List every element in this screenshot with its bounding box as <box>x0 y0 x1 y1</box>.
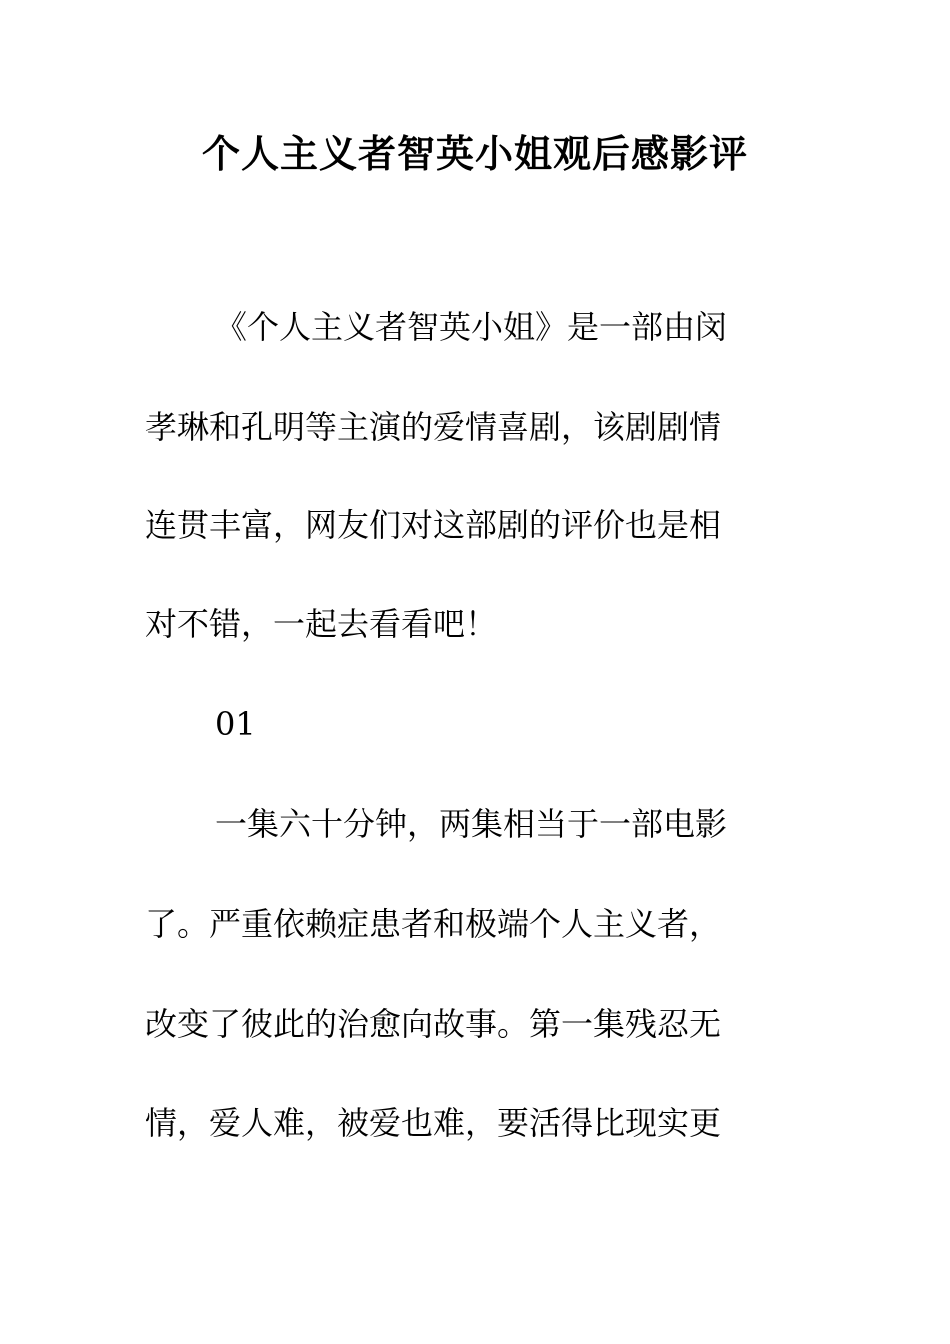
paragraph-line: 《个人主义者智英小姐》是一部由闵 <box>215 308 728 346</box>
section-number: 01 <box>215 705 256 743</box>
paragraph-line: 情，爱人难，被爱也难，要活得比现实更 <box>145 1104 722 1142</box>
paragraph-line: 一集六十分钟，两集相当于一部电影 <box>215 805 728 843</box>
paragraph-line: 改变了彼此的治愈向故事。第一集残忍无 <box>145 1005 722 1043</box>
document-title: 个人主义者智英小姐观后感影评 <box>201 131 748 176</box>
paragraph-line: 对不错，一起去看看吧！ <box>145 605 498 643</box>
paragraph-line: 孝琳和孔明等主演的爱情喜剧，该剧剧情 <box>145 408 722 446</box>
paragraph-line: 了。严重依赖症患者和极端个人主义者， <box>145 905 722 943</box>
paragraph-line: 连贯丰富，网友们对这部剧的评价也是相 <box>145 506 722 544</box>
